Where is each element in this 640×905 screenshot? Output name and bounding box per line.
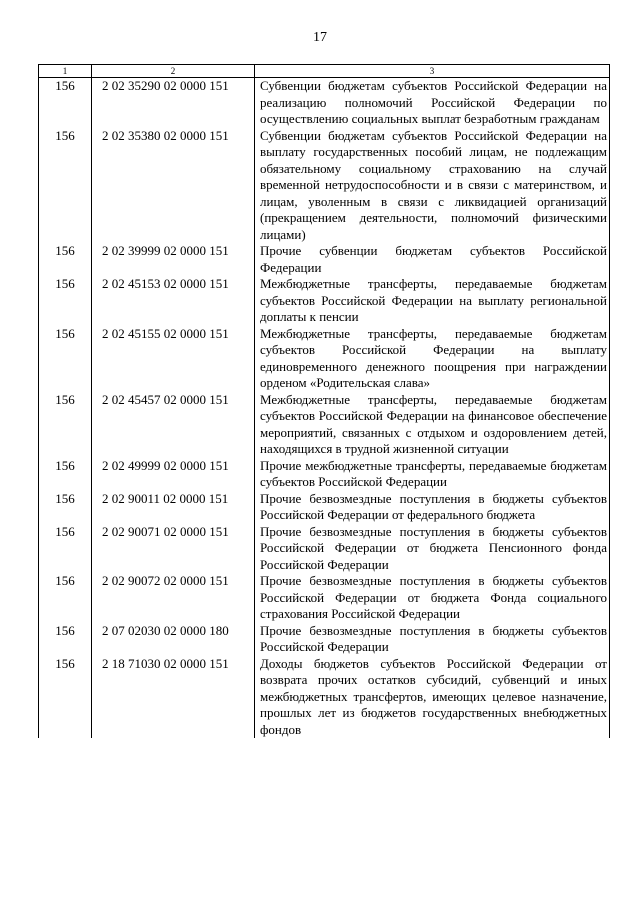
revenue-name: Прочие безвозмездные поступления в бюджеты субъектов Российской Федерации от бюджета Пенсионного фонда Российской Федерации xyxy=(255,524,610,574)
administrator-code: 156 xyxy=(39,491,92,524)
revenue-name: Прочие межбюджетные трансферты, передаваемые бюджетам субъектов Российской Федерации xyxy=(255,458,610,491)
table-row xyxy=(39,326,610,392)
revenue-code: 2 02 90072 02 0000 151 xyxy=(92,573,255,623)
administrator-code: 156 xyxy=(39,623,92,656)
column-header-1: 1 xyxy=(39,65,92,78)
administrator-code: 156 xyxy=(39,128,92,244)
administrator-code: 156 xyxy=(39,573,92,623)
revenue-code: 2 18 71030 02 0000 151 xyxy=(92,656,255,739)
table-row xyxy=(39,276,610,326)
revenue-code: 2 02 49999 02 0000 151 xyxy=(92,458,255,491)
table-row xyxy=(39,656,610,739)
administrator-code: 156 xyxy=(39,458,92,491)
administrator-code: 156 xyxy=(39,78,92,128)
table-row xyxy=(39,128,610,244)
table-header-row xyxy=(39,65,610,78)
revenue-code: 2 02 45457 02 0000 151 xyxy=(92,392,255,458)
table-row xyxy=(39,491,610,524)
revenue-name: Прочие субвенции бюджетам субъектов Российской Федерации xyxy=(255,243,610,276)
administrator-code: 156 xyxy=(39,392,92,458)
administrator-code: 156 xyxy=(39,656,92,739)
revenue-name: Прочие безвозмездные поступления в бюджеты субъектов Российской Федерации от федерального бюджета xyxy=(255,491,610,524)
revenue-code: 2 02 90011 02 0000 151 xyxy=(92,491,255,524)
table-row xyxy=(39,243,610,276)
column-header-2: 2 xyxy=(92,65,255,78)
revenue-name: Доходы бюджетов субъектов Российской Федерации от возврата прочих остатков субсидий, субвенций и иных межбюджетных трансфертов, имеющих целевое назначение, прошлых лет из бюджетов государственных внебюджетных фондов xyxy=(255,656,610,739)
table-row xyxy=(39,573,610,623)
administrator-code: 156 xyxy=(39,243,92,276)
revenue-code: 2 02 35380 02 0000 151 xyxy=(92,128,255,244)
revenue-code: 2 02 90071 02 0000 151 xyxy=(92,524,255,574)
revenue-code: 2 07 02030 02 0000 180 xyxy=(92,623,255,656)
column-header-3: 3 xyxy=(255,65,610,78)
revenue-code: 2 02 39999 02 0000 151 xyxy=(92,243,255,276)
table-row xyxy=(39,392,610,458)
revenue-code: 2 02 45153 02 0000 151 xyxy=(92,276,255,326)
revenue-name: Межбюджетные трансферты, передаваемые бюджетам субъектов Российской Федерации на выплату единовременного денежного поощрения при награждении орденом «Родительская слава» xyxy=(255,326,610,392)
revenue-name: Прочие безвозмездные поступления в бюджеты субъектов Российской Федерации xyxy=(255,623,610,656)
table-row xyxy=(39,623,610,656)
administrator-code: 156 xyxy=(39,276,92,326)
table-row xyxy=(39,458,610,491)
table-row xyxy=(39,78,610,128)
administrator-code: 156 xyxy=(39,524,92,574)
revenue-name: Прочие безвозмездные поступления в бюджеты субъектов Российской Федерации от бюджета Фонда социального страхования Российской Федерации xyxy=(255,573,610,623)
table-row xyxy=(39,524,610,574)
revenue-code: 2 02 35290 02 0000 151 xyxy=(92,78,255,128)
revenue-name: Межбюджетные трансферты, передаваемые бюджетам субъектов Российской Федерации на выплату региональной доплаты к пенсии xyxy=(255,276,610,326)
revenue-codes-table xyxy=(38,64,610,738)
revenue-name: Субвенции бюджетам субъектов Российской Федерации на выплату государственных пособий лицам, не подлежащим обязательному социальному страхованию на случай временной нетрудоспособности и в связи с материнством, и лицам, уволенным в связи с ликвидацией организаций (прекращением деятельности, полномочий физическими лицами) xyxy=(255,128,610,244)
administrator-code: 156 xyxy=(39,326,92,392)
revenue-name: Межбюджетные трансферты, передаваемые бюджетам субъектов Российской Федерации на финансовое обеспечение мероприятий, связанных с отдыхом и оздоровлением детей, находящихся в трудной жизненной ситуации xyxy=(255,392,610,458)
revenue-name: Субвенции бюджетам субъектов Российской Федерации на реализацию полномочий Российской Федерации по осуществлению социальных выплат безработным гражданам xyxy=(255,78,610,128)
page-number: 17 xyxy=(313,30,327,45)
revenue-code: 2 02 45155 02 0000 151 xyxy=(92,326,255,392)
